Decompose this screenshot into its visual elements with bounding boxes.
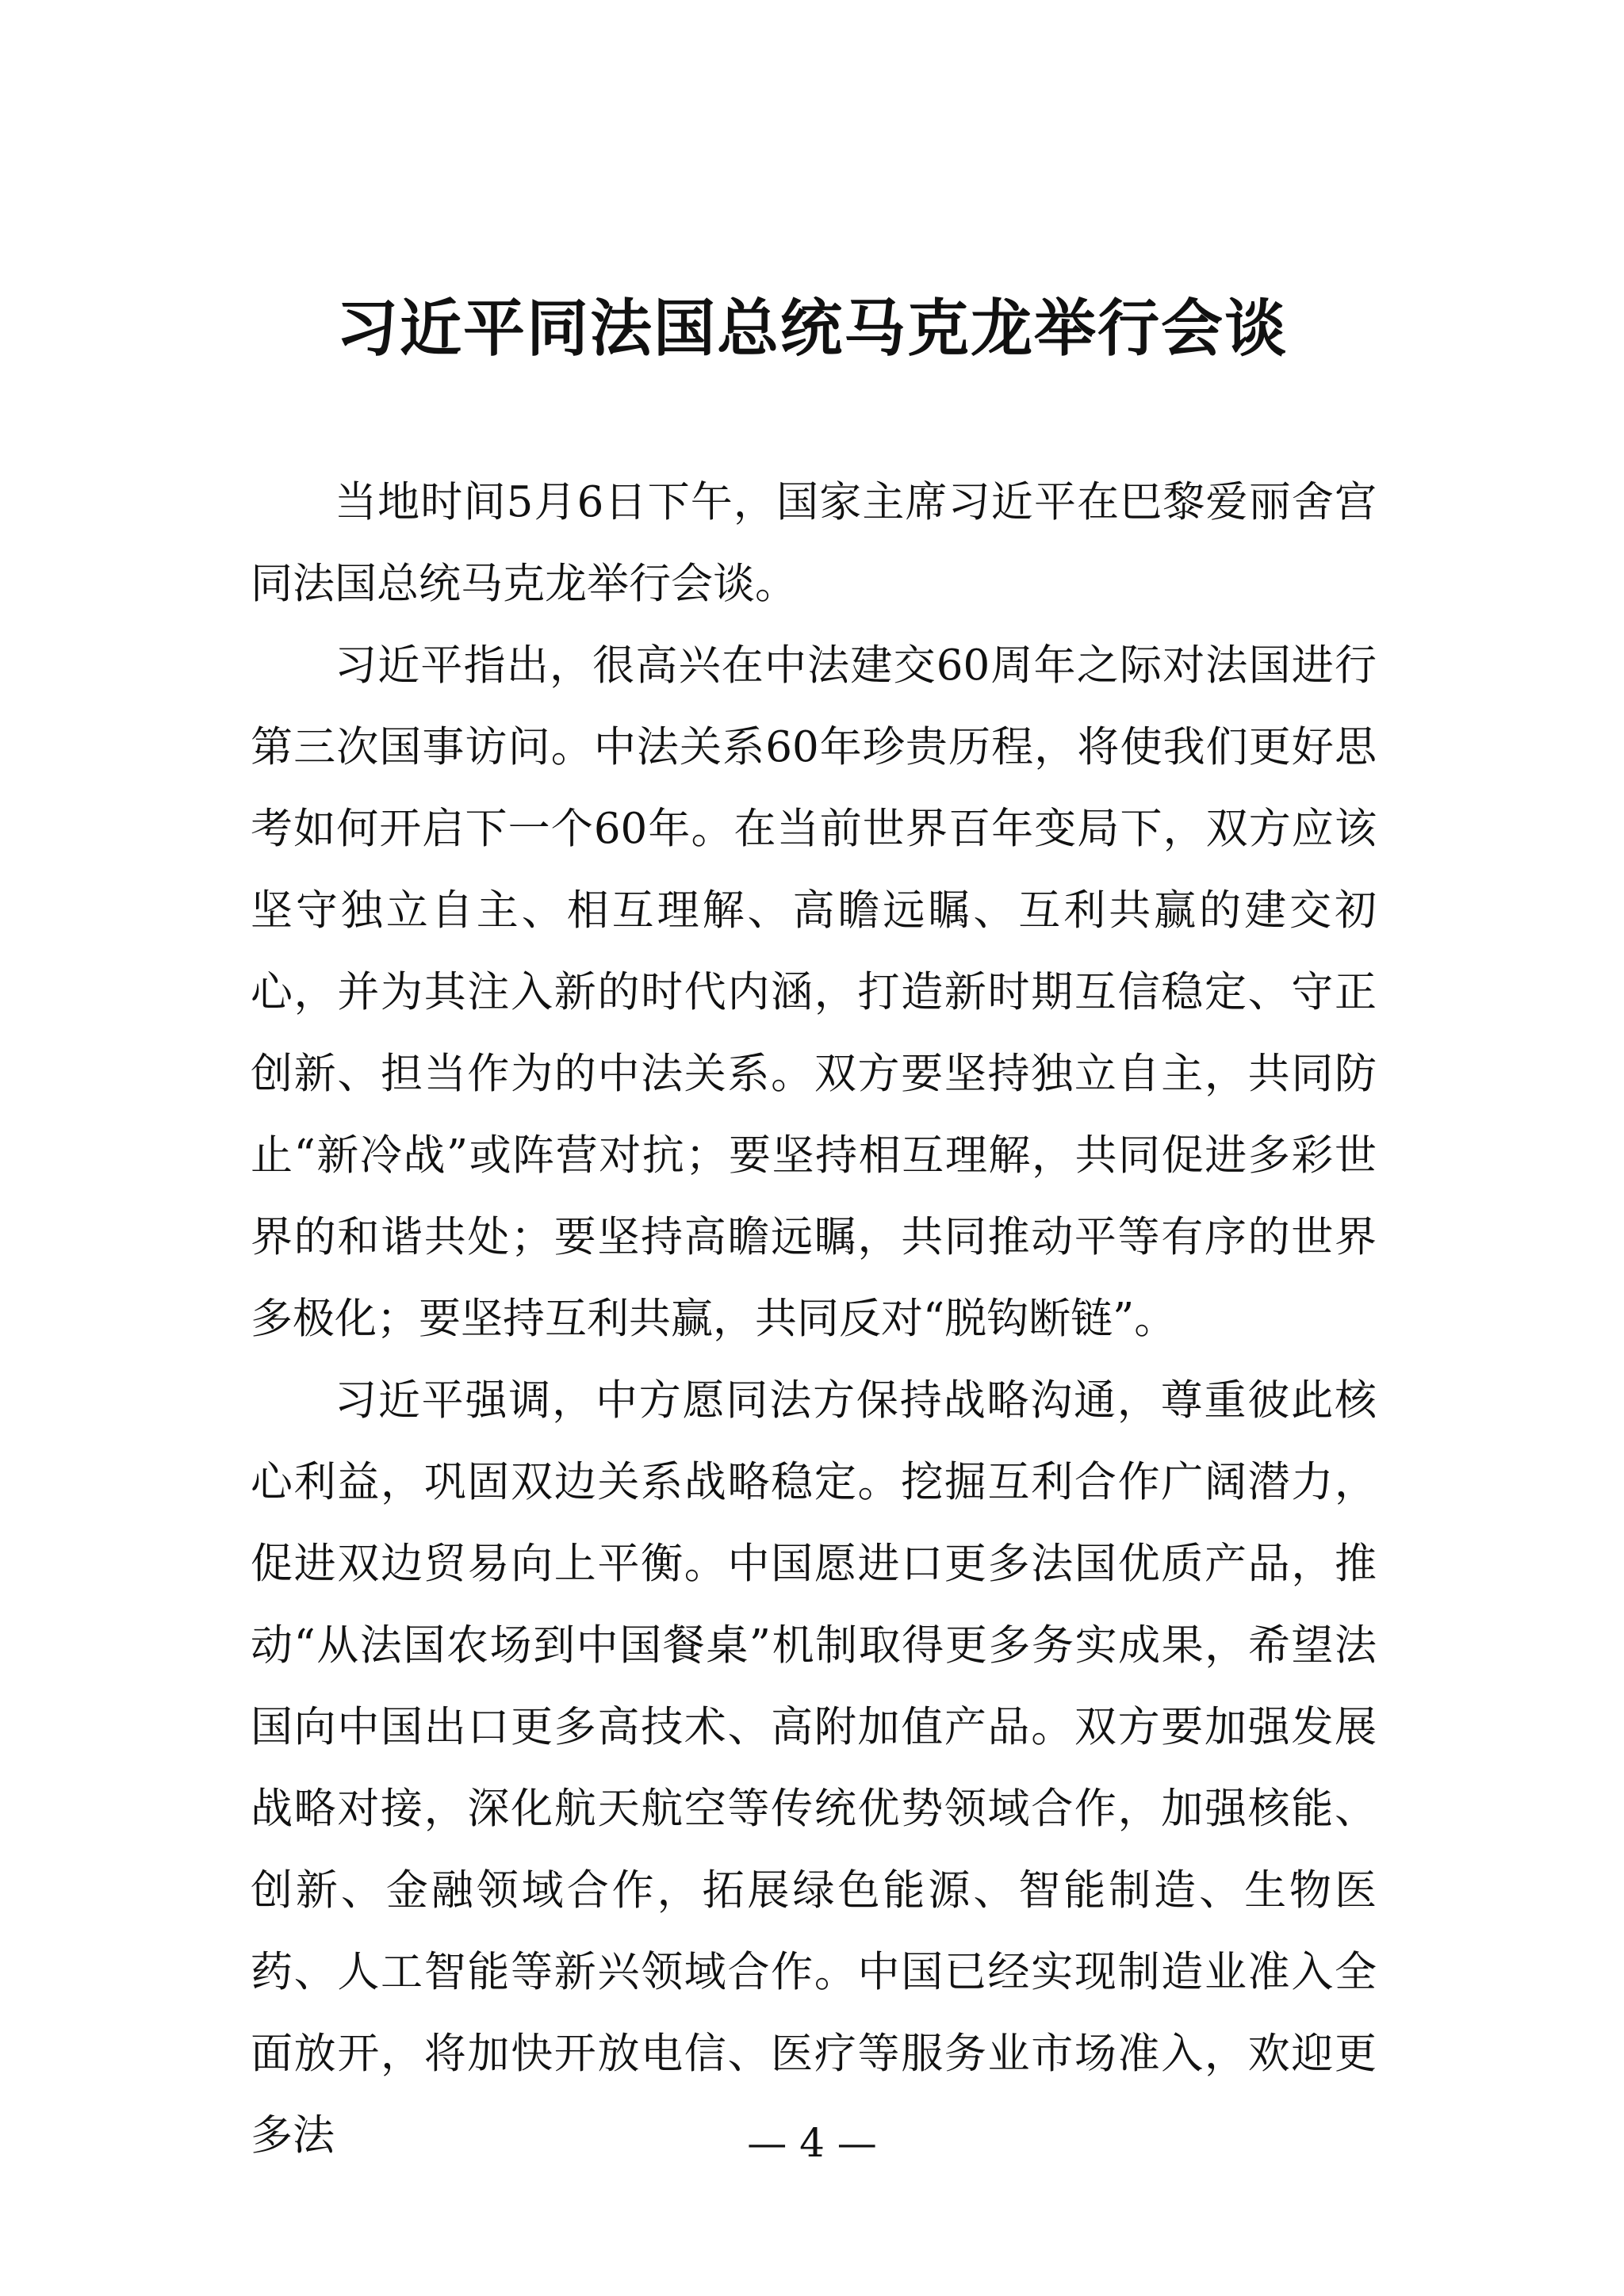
paragraph-1: 当地时间5月6日下午，国家主席习近平在巴黎爱丽舍宫同法国总统马克龙举行会谈。 [251,478,1377,608]
page-number: — 4 — [747,2120,877,2166]
article-body [251,461,1377,2176]
paragraph-3: 习近平强调，中方愿同法方保持战略沟通，尊重彼此核心利益，巩固双边关系战略稳定。挖掘互利合作广阔潜力，促进双边贸易向上平衡。中国愿进口更多法国优质产品，推动“从法国农场到中国餐桌”机制取得更多务实成果，希望法国向中国出口更多高技术、高附加值产品。双方要加强发展战略对接，深化航天航空等传统优势领域合作，加强核能、创新、金融领域合作，拓展绿色能源、智能制造、生物医药、人工智能等新兴领域合作。中国已经实现制造业准入全面放开，将加快开放电信、医疗等服务业市场准入，欢迎更多法 [251,1376,1377,2160]
page-title: 习近平同法国总统马克龙举行会谈 [335,293,1288,365]
paragraph-2: 习近平指出，很高兴在中法建交60周年之际对法国进行第三次国事访问。中法关系60年珍贵历程，将使我们更好思考如何开启下一个60年。在当前世界百年变局下，双方应该坚守独立自主、相互理解、高瞻远瞩、互利共赢的建交初心，并为其注入新的时代内涵，打造新时期互信稳定、守正创新、担当作为的中法关系。双方要坚持独立自主，共同防止“新冷战”或阵营对抗；要坚持相互理解，共同促进多彩世界的和谐共处；要坚持高瞻远瞩，共同推动平等有序的世界多极化；要坚持互利共赢，共同反对“脱钩断链”。 [251,641,1377,1343]
